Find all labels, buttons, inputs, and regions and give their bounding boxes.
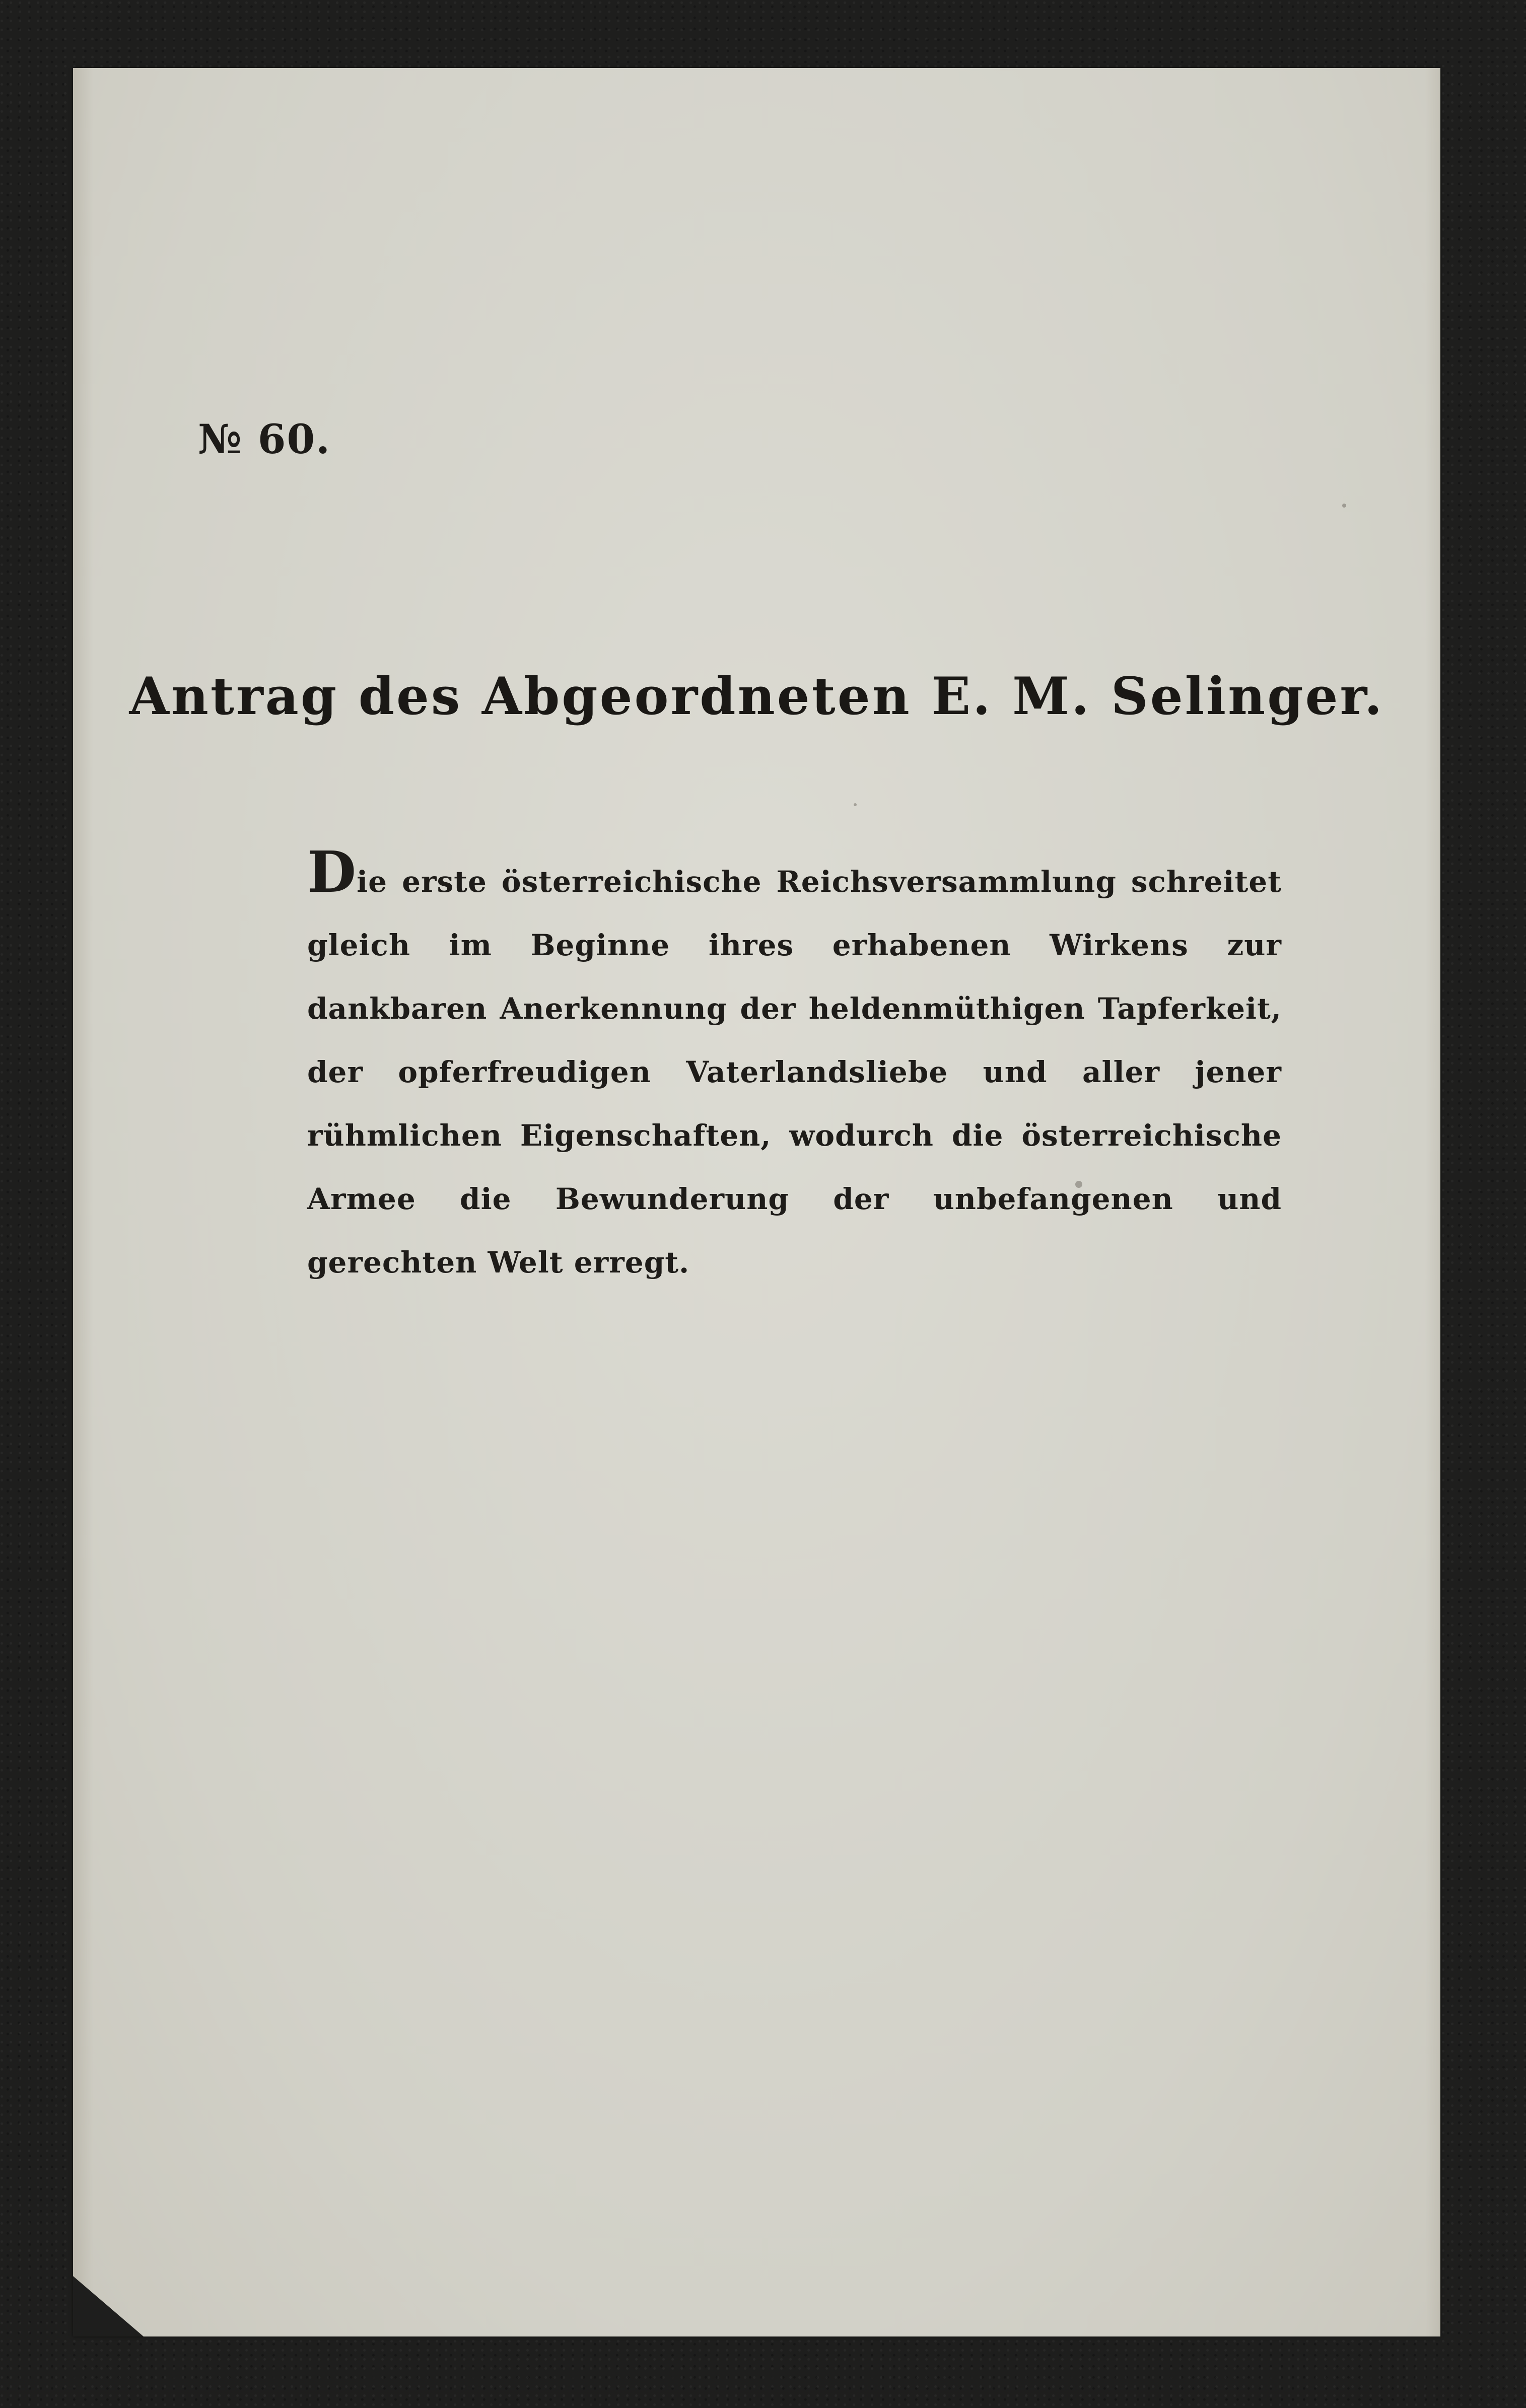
body-paragraph — [307, 839, 1282, 1294]
page-corner-fold — [73, 2276, 144, 2336]
document-page — [73, 68, 1440, 2336]
paper-speck — [1342, 504, 1346, 508]
document-title: Antrag des Abgeordneten E. M. Selinger. — [129, 666, 1384, 727]
paper-speck — [854, 803, 857, 806]
drop-cap-initial: D — [307, 839, 357, 905]
body-paragraph-text: ie erste österreichische Reichsversammlung schreitet gleich im Beginne ihres erhabenen Wirkens zur dankbaren Anerkennung der heldenmüthigen Tapferkeit, der opferfreudigen Vaterlandsliebe und aller jener rühmlichen Eigenschaften, wodurch die österreichische Armee die Bewunderung der unbefangenen und gerechten Welt erregt. — [307, 865, 1282, 1280]
document-number: № 60. — [198, 415, 331, 463]
